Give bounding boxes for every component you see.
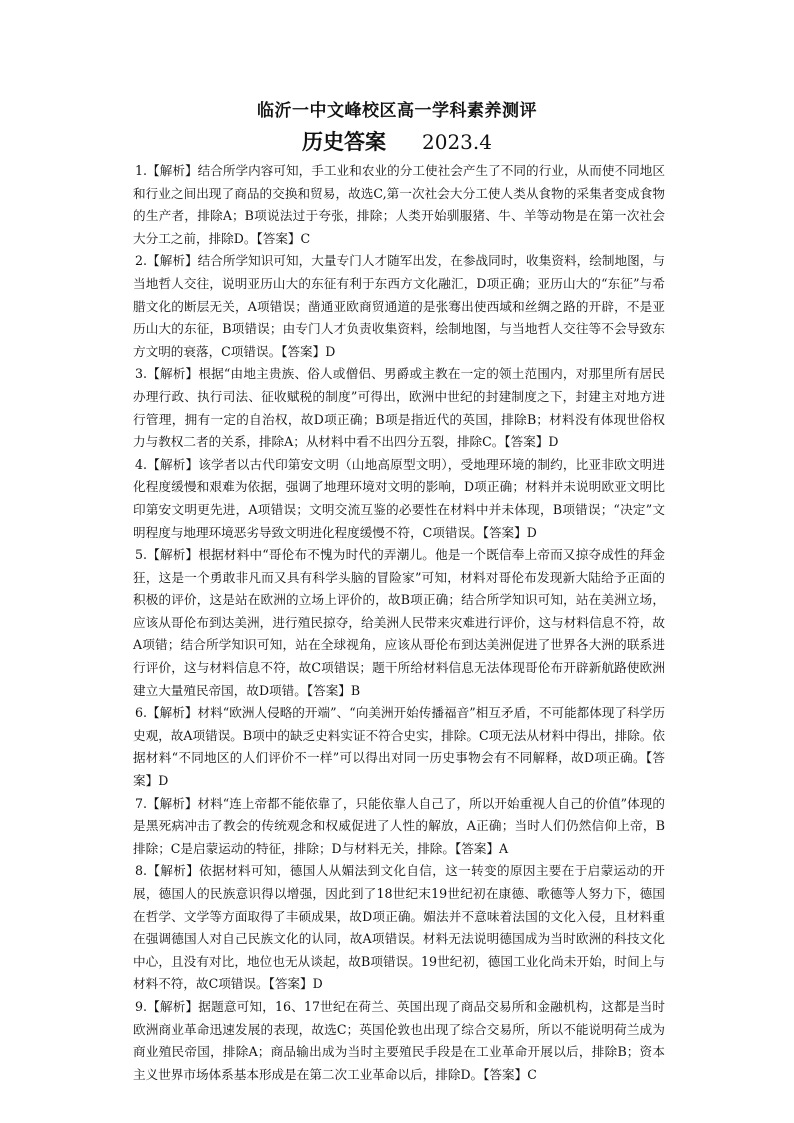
exam-date: 2023.4 bbox=[422, 130, 492, 154]
answer-item-7: 7.【解析】材料“连上帝都不能依靠了，只能依靠人自己了，所以开始重视人自己的价值”体现的是黑死病冲击了教会的传统观念和权威促进了人性的解放，A正确；当时人们仍然信仰上帝，B排除；C是启蒙运动的特征，排除；D与材料无关，排除。【答案】A bbox=[133, 795, 665, 856]
answer-item-5: 5.【解析】根据材料中“哥伦布不愧为时代的弄潮儿。他是一个既信奉上帝而又掠夺成性的拜金狂，这是一个勇敢非凡而又具有科学头脑的冒险家”可知，材料对哥伦布发现新大陆给予正面的积极的评价，这是站在欧洲的立场上评价的，故B项正确；结合所学知识可知，站在美洲立场，应该从哥伦布到达美洲，进行殖民掠夺，给美洲人民带来灾难进行评价，这与材料信息不符，故A项错；结合所学知识可知，站在全球视角，应该从哥伦布到达美洲促进了世界各大洲的联系进行评价，这与材料信息不符，故C项错误；题干所给材料信息无法体现哥伦布开辟新航路使欧洲建立大量殖民帝国，故D项错。【答案】B bbox=[133, 547, 665, 698]
answer-item-3: 3.【解析】根据“由地主贵族、俗人或僧侣、男爵或主教在一定的领土范围内，对那里所有居民办理行政、执行司法、征收赋税的制度”可得出，欧洲中世纪的封建制度之下，封建主对地方进行管理，拥有一定的自治权，故D项正确；B项是指近代的英国，排除B；材料没有体现世俗权力与教权二者的关系，排除A；从材料中看不出四分五裂，排除C。【答案】D bbox=[133, 366, 665, 450]
answer-list bbox=[133, 160, 665, 1086]
subject-title: 历史答案 bbox=[302, 129, 386, 154]
answer-item-6: 6.【解析】材料“欧洲人侵略的开端”、“向美洲开始传播福音”相互矛盾，不可能都体现了科学历史观，故A项错误。B项中的缺乏史料实证不符合史实，排除。C项无法从材料中得出，排除。依据材料“不同地区的人们评价不一样”可以得出对同一历史事物会有不同解释，故D项正确。【答案】D bbox=[133, 705, 665, 789]
answer-item-8: 8.【解析】依据材料可知，德国人从媚法到文化自信，这一转变的原因主要在于启蒙运动的开展，德国人的民族意识得以增强，因此到了18世纪末19世纪初在康德、歌德等人努力下，德国在哲学、文学等方面取得了丰硕成果，故D项正确。媚法并不意味着法国的文化入侵，且材料重在强调德国人对自己民族文化的认同，故A项错误。材料无法说明德国成为当时欧洲的科技文化中心，且没有对比，地位也无从谈起，故B项错误。19世纪初，德国工业化尚未开始，时间上与材料不符，故C项错误。【答案】D bbox=[133, 863, 665, 992]
school-exam-title: 临沂一中文峰校区高一学科素养测评 bbox=[257, 101, 537, 121]
answer-item-2: 2.【解析】结合所学知识可知，大量专门人才随军出发，在参战同时，收集资料，绘制地图，与当地哲人交往，说明亚历山大的东征有利于东西方文化融汇，D项正确；亚历山大的“东征”与希腊文化的断层无关，A项错误；凿通亚欧商贸通道的是张骞出使西域和丝绸之路的开辟，不是亚历山大的东征，B项错误；由专门人才负责收集资料，绘制地图，与当地哲人交往等不会导致东方文明的衰落，C项错误。【答案】D bbox=[133, 253, 665, 359]
answer-item-9: 9.【解析】据题意可知，16、17世纪在荷兰、英国出现了商品交易所和金融机构，这都是当时欧洲商业革命迅速发展的表现，故选C；英国伦敦也出现了综合交易所，所以不能说明荷兰成为商业殖民帝国，排除A；商品输出成为当时主要殖民手段是在工业革命开展以后，排除B；资本主义世界市场体系基本形成是在第二次工业革命以后，排除D。【答案】C bbox=[133, 998, 665, 1082]
subject-title-row bbox=[0, 126, 794, 156]
answer-item-4: 4.【解析】该学者以古代印第安文明（山地高原型文明），受地理环境的制约，比亚非欧文明进化程度缓慢和艰难为依据，强调了地理环境对文明的影响，D项正确；材料并未说明欧亚文明比印第安文明更先进，A项错误；文明交流互鉴的必要性在材料中并未体现，B项错误；“决定”文明程度与地理环境恶劣导致文明进化程度缓慢不符，C项错误。【答案】D bbox=[133, 456, 665, 540]
answer-item-1: 1.【解析】结合所学内容可知，手工业和农业的分工使社会产生了不同的行业，从而使不同地区和行业之间出现了商品的交换和贸易，故选C,第一次社会大分工使人类从食物的采集者变成食物的生产者，排除A；B项说法过于夸张，排除；人类开始驯服猪、牛、羊等动物是在第一次社会大分工之前，排除D。【答案】C bbox=[133, 163, 665, 246]
